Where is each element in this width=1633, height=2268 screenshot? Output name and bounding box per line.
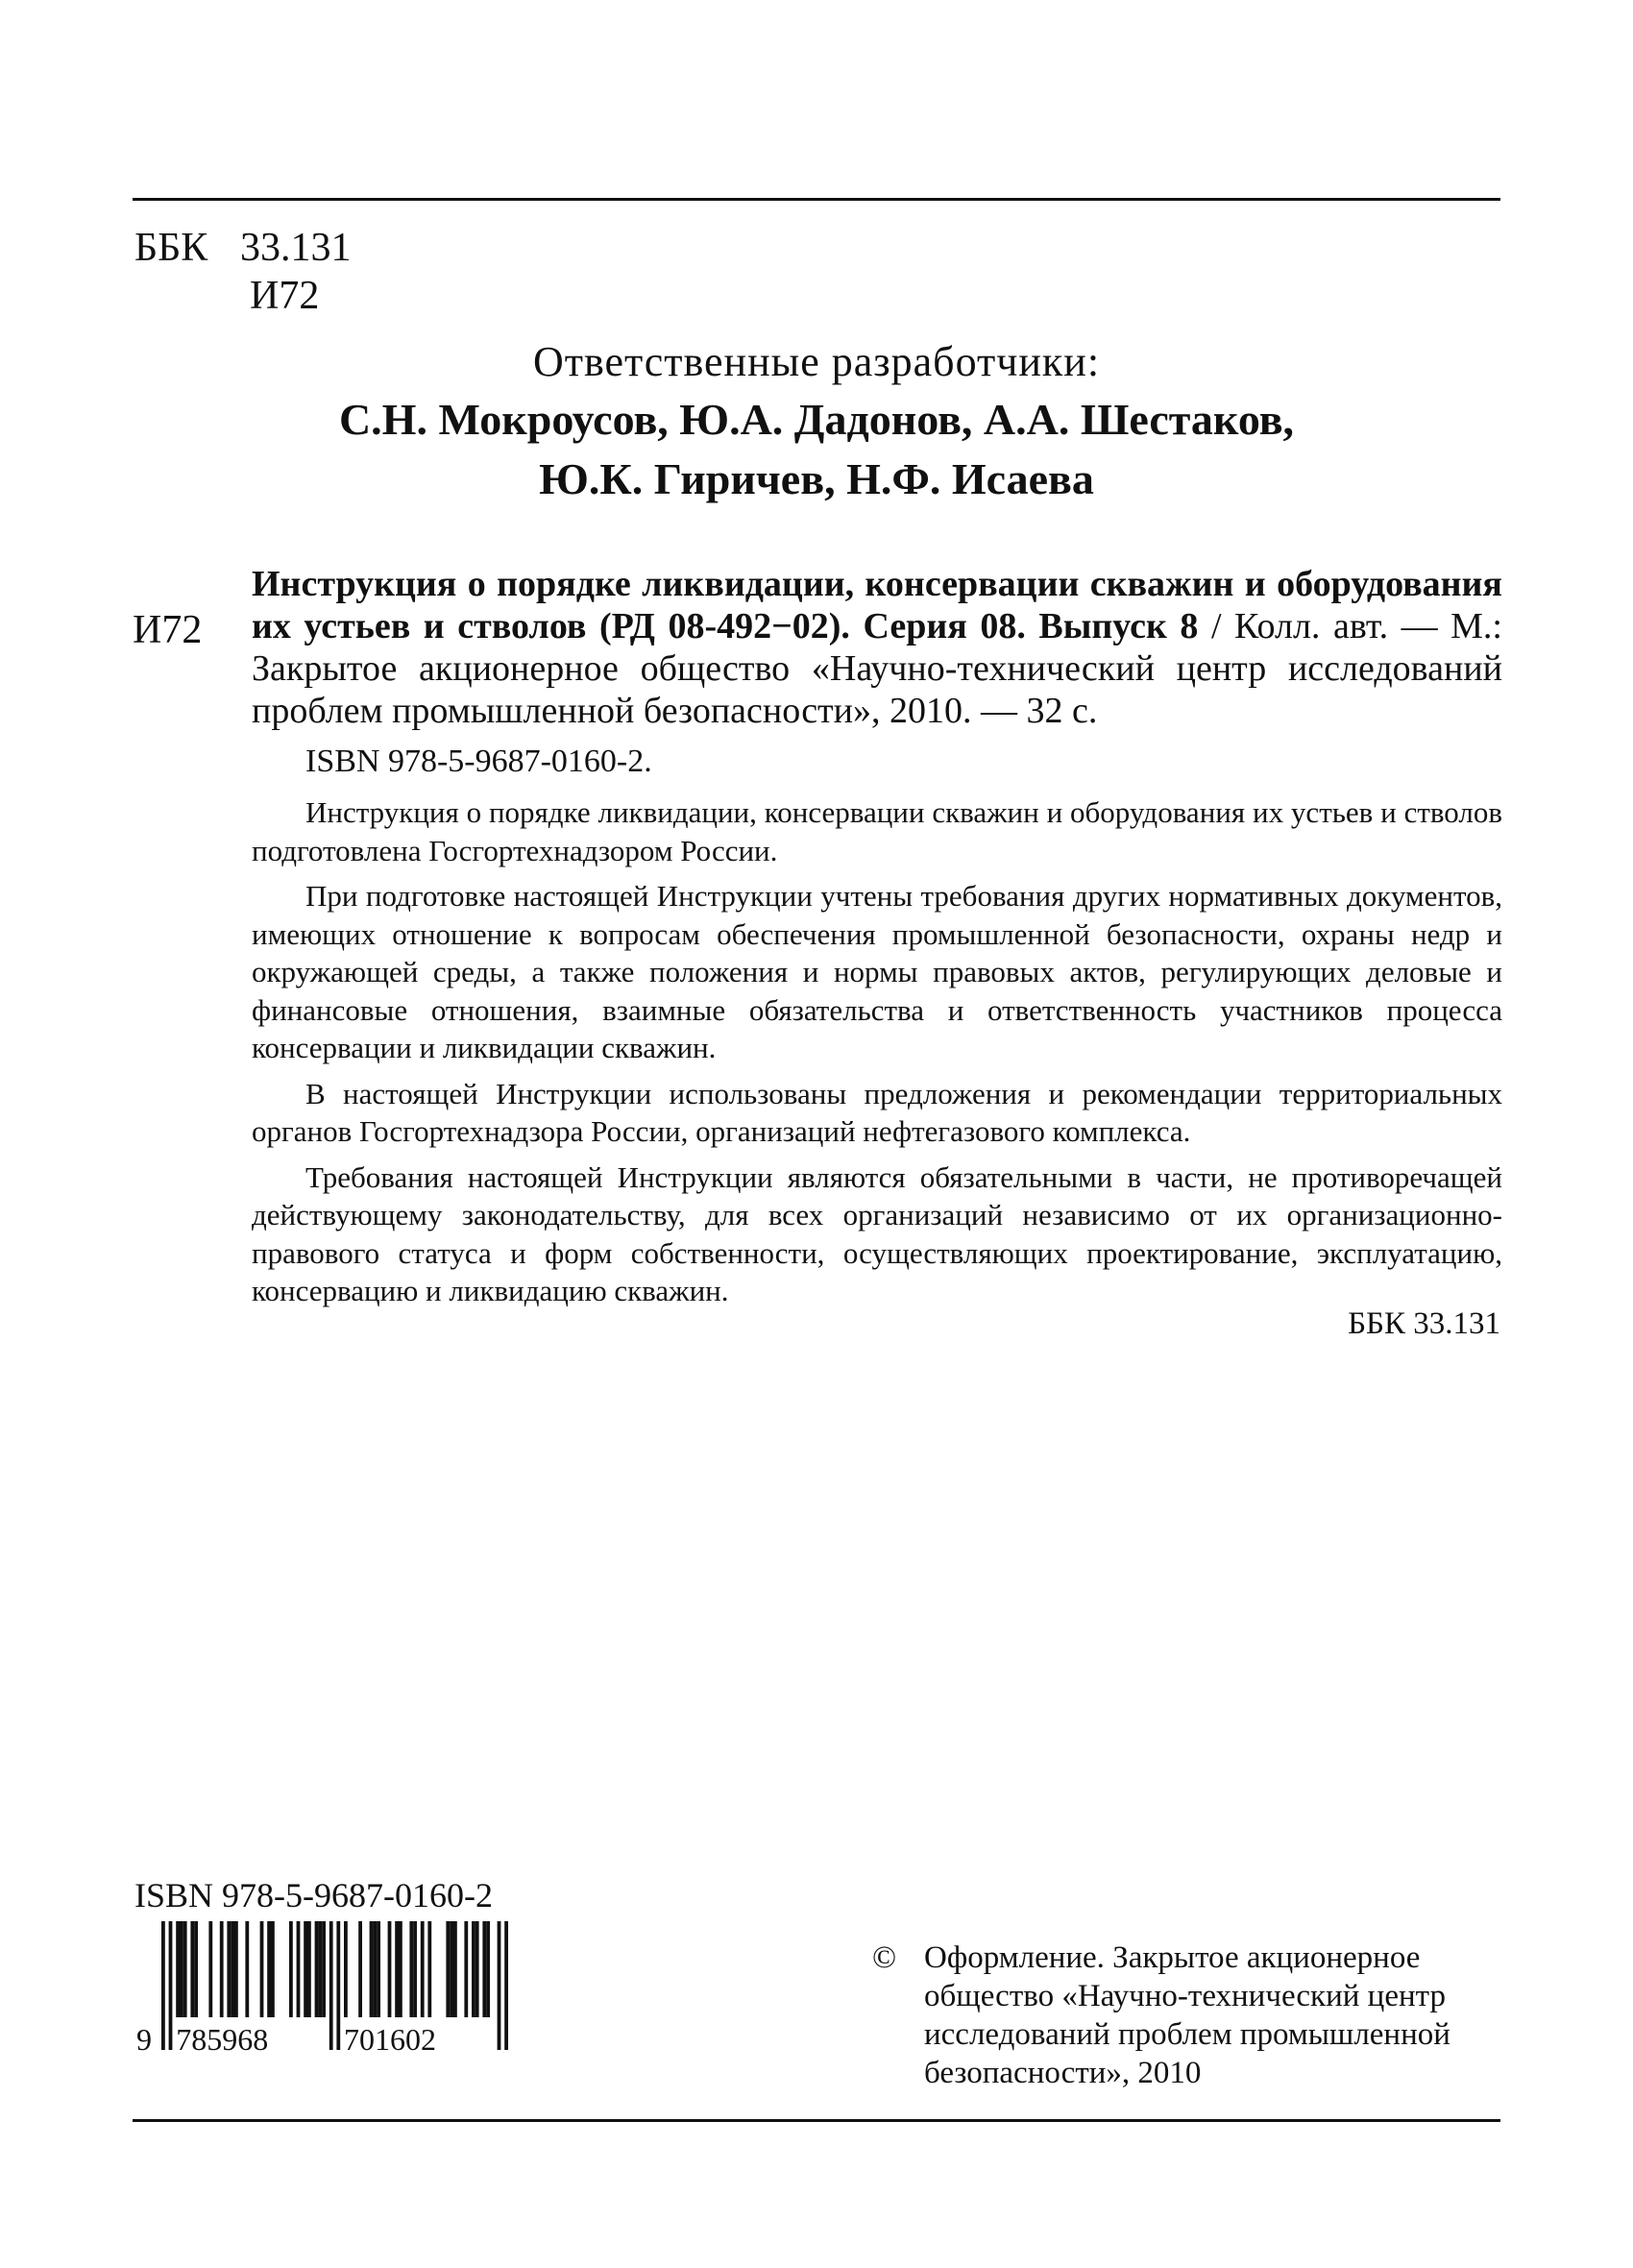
barcode-bar: [377, 1921, 380, 2017]
barcode-bar: [486, 1921, 490, 2017]
barcode-bar: [176, 1921, 180, 2017]
barcode-bar: [267, 1921, 271, 2017]
barcode-bar: [453, 1921, 457, 2017]
copyright-symbol: ©: [872, 1940, 897, 1975]
barcode-bar: [180, 1921, 183, 2017]
barcode-isbn-text: ISBN 978-5-9687-0160-2: [134, 1876, 493, 1914]
bbk-label: ББК: [134, 226, 208, 270]
barcode-bar: [329, 1921, 333, 2050]
barcode-bar: [358, 1921, 362, 2017]
bbk-classification: [134, 223, 352, 273]
barcode-bar: [297, 1921, 301, 2017]
barcode-bar: [194, 1921, 198, 2017]
annotation-paragraph: В настоящей Инструкции использованы предложения и рекомендации территориальных органов Госгортехнадзора России, организаций нефтегазового комплекса.: [252, 1076, 1502, 1148]
copyright-line: исследований проблем промышленной: [924, 2017, 1450, 2052]
developers-block: [133, 334, 1500, 509]
barcode-bar: [231, 1921, 234, 2017]
barcode-bar: [322, 1921, 326, 2017]
barcode-bar: [427, 1921, 431, 2017]
barcode-bar: [289, 1921, 293, 2017]
entry-imprint: / Колл. авт. — М.: Закрытое акционерное общество «Научно-технический центр исследований проблем промышленной безопасности», 2010. — 32 с.: [252, 606, 1502, 731]
barcode-bar: [318, 1921, 322, 2017]
annotation: [252, 793, 1502, 1318]
barcode-bar: [208, 1921, 212, 2017]
barcode-bar: [234, 1921, 238, 2017]
bbk-number: 33.131: [240, 226, 352, 270]
barcode-bar: [498, 1921, 501, 2050]
developers-names-line1: С.Н. Мокроусов, Ю.А. Дадонов, А.А. Шестаков,: [338, 395, 1295, 444]
bbk-bottom: ББК 33.131: [1348, 1306, 1500, 1341]
barcode-bar: [260, 1921, 264, 2017]
barcode-bar: [409, 1921, 413, 2017]
barcode-bar: [304, 1921, 307, 2017]
barcode-bar: [421, 1921, 425, 2017]
barcode-bar: [450, 1921, 453, 2017]
entry-title: Инструкция о порядке ликвидации, консервации скважин и оборудования их устьев и стволов (РД 08-492−02). Серия 08. Выпуск 8: [252, 564, 1502, 646]
barcode-bar: [395, 1921, 399, 2017]
barcode-bar: [190, 1921, 194, 2017]
annotation-paragraph: При подготовке настоящей Инструкции учтены требования других нормативных документов, имеющих отношение к вопросам обеспечения промышленной безопасности, охраны недр и окружающей среды, а также положения и нормы правовых актов, регулирующих деловые и финансовые отношения, взаимные обязательства и ответственность участников процесса консервации и ликвидации скважин.: [252, 879, 1502, 1064]
barcode-bar: [399, 1921, 402, 2017]
barcode-bar: [271, 1921, 275, 2017]
copyright-line: безопасности», 2010: [924, 2056, 1202, 2090]
author-code: И72: [250, 274, 320, 318]
barcode-digits-right: 701602: [344, 2022, 436, 2057]
isbn-barcode: [134, 1875, 530, 2067]
bottom-rule: [133, 2119, 1500, 2122]
entry-author-code: И72: [133, 608, 203, 652]
barcode-bar: [370, 1921, 374, 2017]
barcode-bar: [336, 1921, 340, 2050]
barcode-bar: [169, 1921, 173, 2050]
barcode-bar: [464, 1921, 468, 2017]
barcode-bar: [220, 1921, 224, 2017]
barcode-bar: [482, 1921, 486, 2017]
barcode-bar: [161, 1921, 165, 2050]
barcode-bar: [504, 1921, 508, 2050]
barcode-bar: [446, 1921, 450, 2017]
copyright-line: Оформление. Закрытое акционерное: [924, 1940, 1421, 1975]
barcode-icon: [134, 1921, 530, 2067]
copyright-line: общество «Научно-технический центр: [924, 1979, 1446, 2013]
barcode-bar: [344, 1921, 348, 2017]
barcode-bar: [227, 1921, 231, 2017]
annotation-paragraph: Инструкция о порядке ликвидации, консервации скважин и оборудования их устьев и стволов подготовлена Госгортехнадзором России.: [252, 795, 1502, 867]
barcode-bar: [472, 1921, 475, 2017]
annotation-paragraph: Требования настоящей Инструкции являются обязательными в части, не противоречащей действующему законодательству, для всех организаций независимо от их организационно-правового статуса и форм собственности, осуществляющих проектирование, эксплуатацию, консервацию и ликвидацию скважин.: [252, 1159, 1502, 1307]
barcode-bar: [373, 1921, 377, 2017]
barcode-bar: [413, 1921, 417, 2017]
entry-isbn: ISBN 978-5-9687-0160-2.: [305, 744, 652, 779]
barcode-bar: [307, 1921, 311, 2017]
barcode-bar: [475, 1921, 479, 2017]
barcode-digits-left: 785968: [176, 2022, 269, 2057]
barcode-bar: [245, 1921, 249, 2017]
barcode-bar: [183, 1921, 187, 2017]
developers-names-line2: Ю.К. Гиричев, Н.Ф. Исаева: [539, 454, 1094, 503]
top-rule: [133, 198, 1500, 201]
bibliographic-entry: [252, 563, 1502, 732]
barcode-bar: [315, 1921, 319, 2017]
barcode-digit-first: 9: [136, 2022, 152, 2057]
barcode-bar: [388, 1921, 392, 2017]
developers-title: Ответственные разработчики:: [532, 338, 1101, 385]
